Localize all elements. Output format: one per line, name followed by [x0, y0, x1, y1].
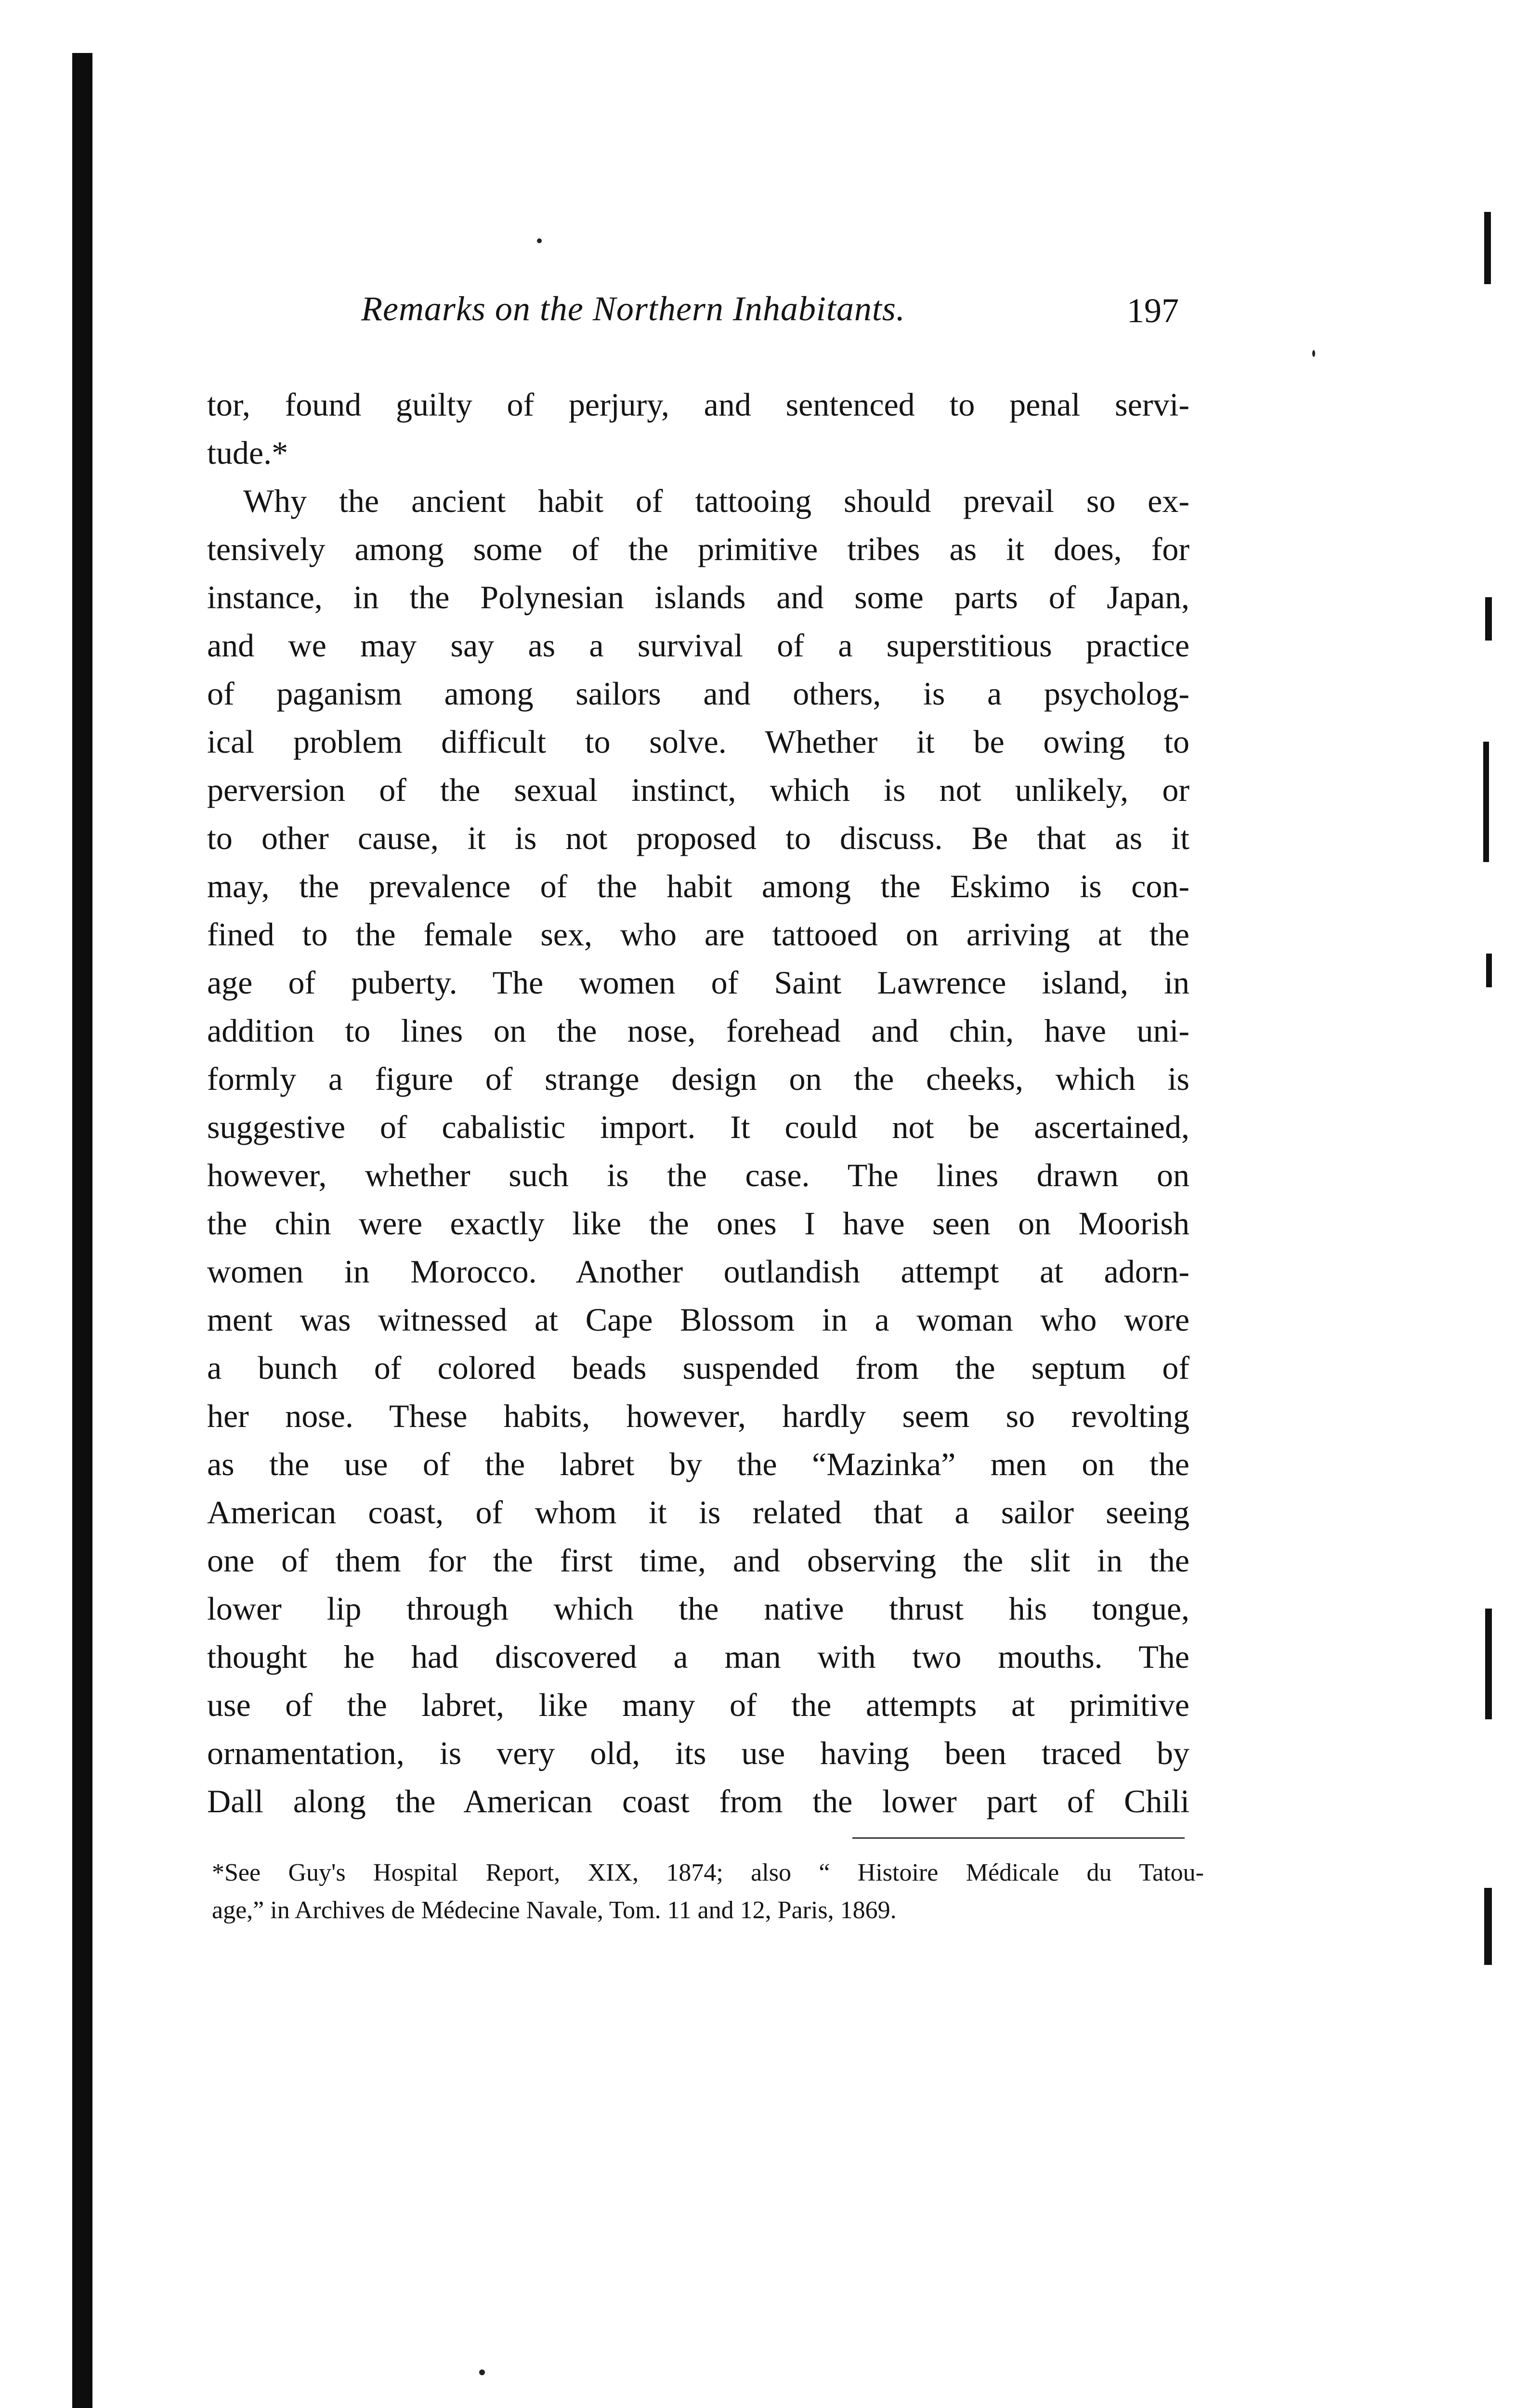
text-line: tude.* [207, 434, 288, 471]
text-line: age of puberty. The women of Saint Lawrence island, in [207, 964, 1189, 1001]
text-line: fined to the female sex, who are tattooed on arriving at the [207, 916, 1189, 953]
text-line: however, whether such is the case. The lines drawn on [207, 1157, 1189, 1193]
text-line: American coast, of whom it is related that a sailor seeing [207, 1494, 1189, 1531]
text-line: thought he had discovered a man with two mouths. The [207, 1638, 1189, 1675]
text-line: may, the prevalence of the habit among the Eskimo is con- [207, 868, 1189, 904]
text-line: the chin were exactly like the ones I have seen on Moorish [207, 1205, 1189, 1242]
scan-edge-marks [1474, 0, 1502, 2408]
scan-binding-shadow [72, 53, 92, 2408]
footnote [212, 1854, 1204, 1929]
text-line: tor, found guilty of perjury, and sentenced to penal servi- [207, 386, 1189, 423]
text-line: her nose. These habits, however, hardly seem so revolting [207, 1398, 1189, 1434]
scan-speck [537, 238, 542, 243]
page-number: 197 [1127, 291, 1179, 330]
text-line: women in Morocco. Another outlandish attempt at adorn- [207, 1253, 1189, 1290]
text-line: suggestive of cabalistic import. It could not be ascertained, [207, 1109, 1189, 1145]
footnote-line: age,” in Archives de Médecine Navale, Tom. 11 and 12, Paris, 1869. [212, 1897, 897, 1924]
text-line: one of them for the first time, and observing the slit in the [207, 1542, 1189, 1579]
text-line: Dall along the American coast from the lower part of Chili [207, 1783, 1189, 1819]
text-line: addition to lines on the nose, forehead and chin, have uni- [207, 1012, 1189, 1049]
text-line: of paganism among sailors and others, is a psycholog- [207, 675, 1189, 712]
text-line: ornamentation, is very old, its use having been traced by [207, 1735, 1189, 1771]
text-line: as the use of the labret by the “Mazinka” men on the [207, 1446, 1189, 1482]
body-text [207, 380, 1189, 1825]
text-line: perversion of the sexual instinct, which is not unlikely, or [207, 772, 1189, 808]
text-line: lower lip through which the native thrust his tongue, [207, 1590, 1189, 1627]
text-line: and we may say as a survival of a superstitious practice [207, 627, 1189, 664]
text-line: instance, in the Polynesian islands and some parts of Japan, [207, 579, 1189, 615]
text-line: use of the labret, like many of the attempts at primitive [207, 1687, 1189, 1723]
text-line: a bunch of colored beads suspended from the septum of [207, 1349, 1189, 1386]
scan-speck [1312, 350, 1315, 357]
text-line: tensively among some of the primitive tribes as it does, for [207, 531, 1189, 567]
text-line: ment was witnessed at Cape Blossom in a woman who wore [207, 1301, 1189, 1338]
text-line: to other cause, it is not proposed to discuss. Be that as it [207, 820, 1189, 856]
text-line: formly a figure of strange design on the cheeks, which is [207, 1060, 1189, 1097]
running-title: Remarks on the Northern Inhabitants. [361, 289, 905, 328]
footnote-rule [852, 1837, 1185, 1839]
text-line: ical problem difficult to solve. Whether it be owing to [207, 723, 1189, 760]
footnote-line: *See Guy's Hospital Report, XIX, 1874; also “ Histoire Médicale du Tatou- [212, 1859, 1204, 1886]
scan-speck [479, 2369, 485, 2375]
text-line: Why the ancient habit of tattooing should prevail so ex- [243, 483, 1189, 519]
